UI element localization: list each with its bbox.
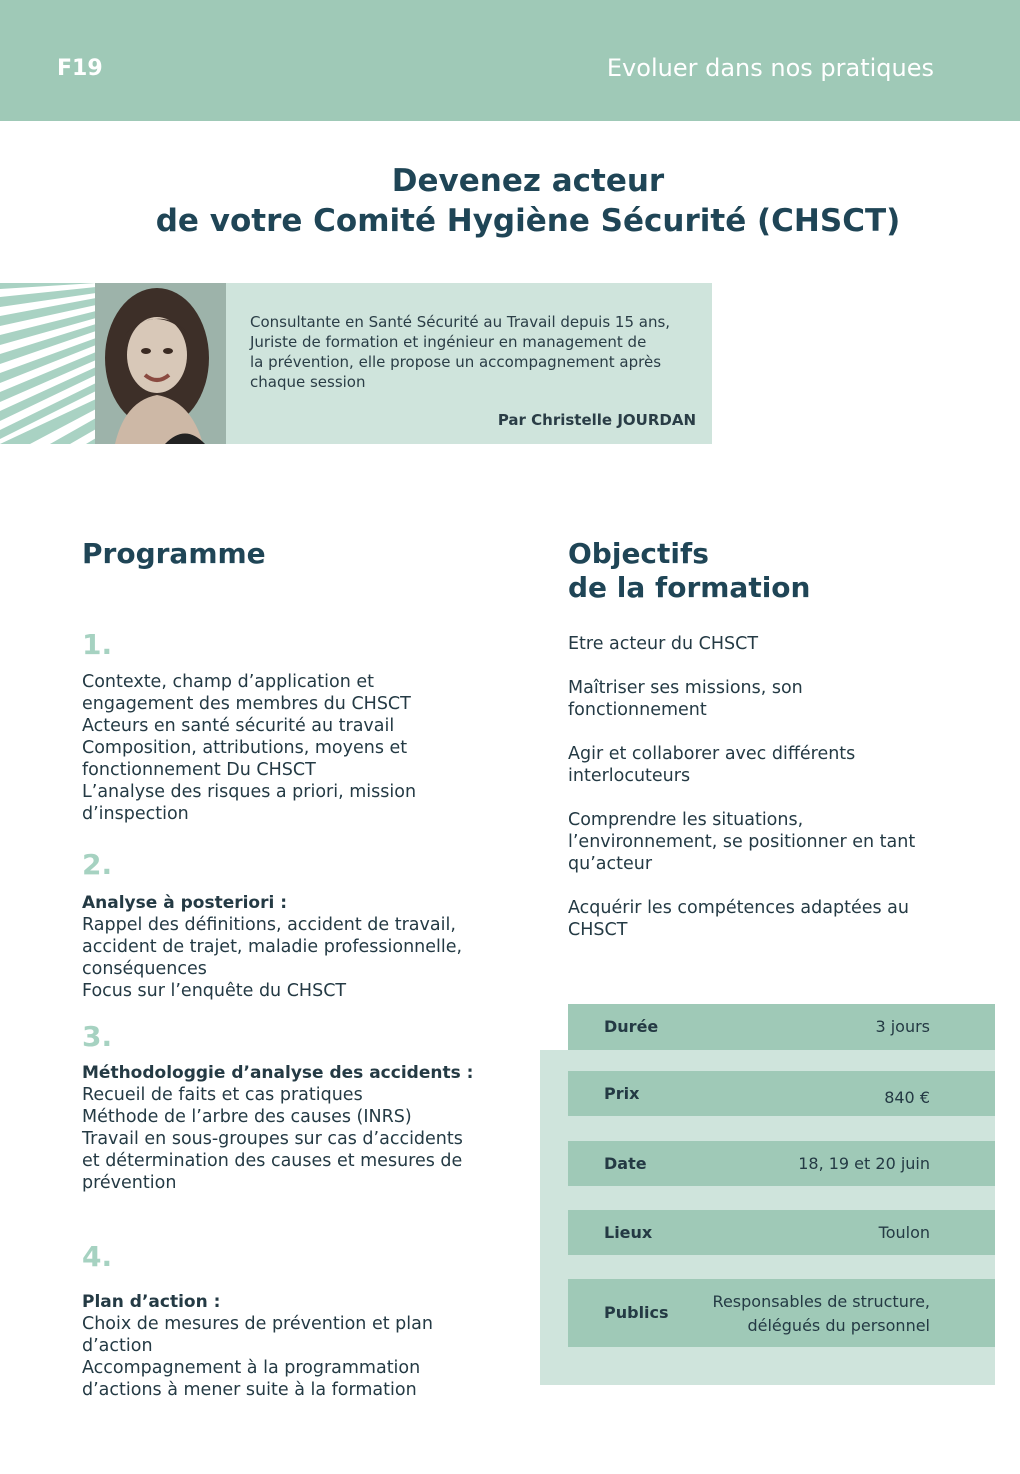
programme-heading: Programme <box>82 537 266 570</box>
section-line: engagement des membres du CHSCT <box>82 694 411 714</box>
section-number: 4. <box>82 1240 113 1273</box>
section-number: 1. <box>82 628 113 661</box>
objectives-heading <box>568 537 810 605</box>
section-line: conséquences <box>82 959 207 979</box>
section-lead: Méthodologgie d’analyse des accidents : <box>82 1063 474 1083</box>
portrait-image <box>95 283 226 444</box>
trainer-bio <box>250 312 690 392</box>
trainer-name: Par Christelle JOURDAN <box>497 411 696 429</box>
course-code: F19 <box>57 56 103 81</box>
title-line-2: de votre Comité Hygiène Sécurité (CHSCT) <box>155 203 901 239</box>
info-value-line: 18, 19 et 20 juin <box>798 1154 930 1173</box>
info-row-prix <box>568 1071 995 1116</box>
objective-item <box>568 677 948 721</box>
objective-line: Etre acteur du CHSCT <box>568 634 759 654</box>
objective-line: qu’acteur <box>568 854 653 874</box>
info-value-line: Responsables de structure, <box>712 1292 930 1311</box>
section-line: Accompagnement à la programmation <box>82 1358 421 1378</box>
info-label: Prix <box>604 1084 640 1103</box>
objectives-heading-line-1: Objectifs <box>568 537 709 570</box>
info-row-lieux <box>568 1210 995 1255</box>
section-line: Choix de mesures de prévention et plan <box>82 1314 433 1334</box>
header-band <box>0 0 1020 121</box>
info-row-date <box>568 1141 995 1186</box>
bio-line: la prévention, elle propose un accompagnement après <box>250 353 662 371</box>
objectives-heading-line-2: de la formation <box>568 571 811 604</box>
section-line: Contexte, champ d’application et <box>82 672 374 692</box>
section-line: Focus sur l’enquête du CHSCT <box>82 981 347 1001</box>
objective-line: Agir et collaborer avec différents <box>568 744 856 764</box>
section-line: Composition, attributions, moyens et <box>82 738 408 758</box>
bio-line: Consultante en Santé Sécurité au Travail depuis 15 ans, <box>250 313 671 331</box>
info-value <box>884 1086 930 1110</box>
section-line: accident de trajet, maladie professionnelle, <box>82 937 463 957</box>
info-value-line: 840 € <box>884 1088 930 1107</box>
section-line: Acteurs en santé sécurité au travail <box>82 716 395 736</box>
info-value <box>875 1015 930 1039</box>
info-value-line: délégués du personnel <box>747 1316 930 1335</box>
programme-section-1 <box>82 671 482 825</box>
section-line: L’analyse des risques a priori, mission <box>82 782 417 802</box>
section-number: 2. <box>82 848 113 881</box>
section-line: prévention <box>82 1173 177 1193</box>
programme-section-2 <box>82 892 482 1002</box>
programme-section-3 <box>82 1062 482 1194</box>
trainer-portrait <box>95 283 226 444</box>
objective-line: interlocuteurs <box>568 766 691 786</box>
objective-item <box>568 897 948 941</box>
info-label: Lieux <box>604 1223 653 1242</box>
info-label: Date <box>604 1154 647 1173</box>
trainer-bio-panel <box>226 283 712 444</box>
section-line: Rappel des définitions, accident de travail, <box>82 915 456 935</box>
section-line: et détermination des causes et mesures de <box>82 1151 463 1171</box>
objective-line: Maîtriser ses missions, son <box>568 678 803 698</box>
bio-line: Juriste de formation et ingénieur en management de <box>250 333 647 351</box>
objective-item <box>568 633 948 655</box>
objective-item <box>568 809 948 875</box>
section-line: d’inspection <box>82 804 189 824</box>
section-line: Méthode de l’arbre des causes (INRS) <box>82 1107 412 1127</box>
programme-section-4 <box>82 1291 482 1401</box>
decorative-stripes <box>0 283 96 444</box>
info-value <box>879 1221 930 1245</box>
info-value <box>798 1152 930 1176</box>
info-row-duree <box>568 1004 995 1050</box>
section-tagline: Evoluer dans nos pratiques <box>606 54 934 82</box>
objective-line: l’environnement, se positionner en tant <box>568 832 916 852</box>
info-row-publics <box>568 1279 995 1347</box>
info-label: Durée <box>604 1017 659 1036</box>
section-number: 3. <box>82 1020 113 1053</box>
bio-line: chaque session <box>250 373 366 391</box>
objective-line: Comprendre les situations, <box>568 810 804 830</box>
title-line-1: Devenez acteur <box>391 163 665 199</box>
info-value-line: 3 jours <box>875 1017 930 1036</box>
section-line: fonctionnement Du CHSCT <box>82 760 316 780</box>
objective-line: fonctionnement <box>568 700 707 720</box>
section-lead: Plan d’action : <box>82 1292 221 1312</box>
info-value-line: Toulon <box>878 1223 930 1242</box>
section-line: Travail en sous-groupes sur cas d’accidents <box>82 1129 463 1149</box>
section-line: d’actions à mener suite à la formation <box>82 1380 417 1400</box>
section-line: Recueil de faits et cas pratiques <box>82 1085 363 1105</box>
objective-item <box>568 743 948 787</box>
section-line: d’action <box>82 1336 153 1356</box>
objective-line: Acquérir les compétences adaptées au <box>568 898 909 918</box>
info-value <box>713 1290 930 1338</box>
objective-line: CHSCT <box>568 920 628 940</box>
info-label: Publics <box>604 1303 669 1322</box>
section-lead: Analyse à posteriori : <box>82 893 288 913</box>
page-title <box>0 161 1020 241</box>
stripes-graphic <box>0 283 96 444</box>
